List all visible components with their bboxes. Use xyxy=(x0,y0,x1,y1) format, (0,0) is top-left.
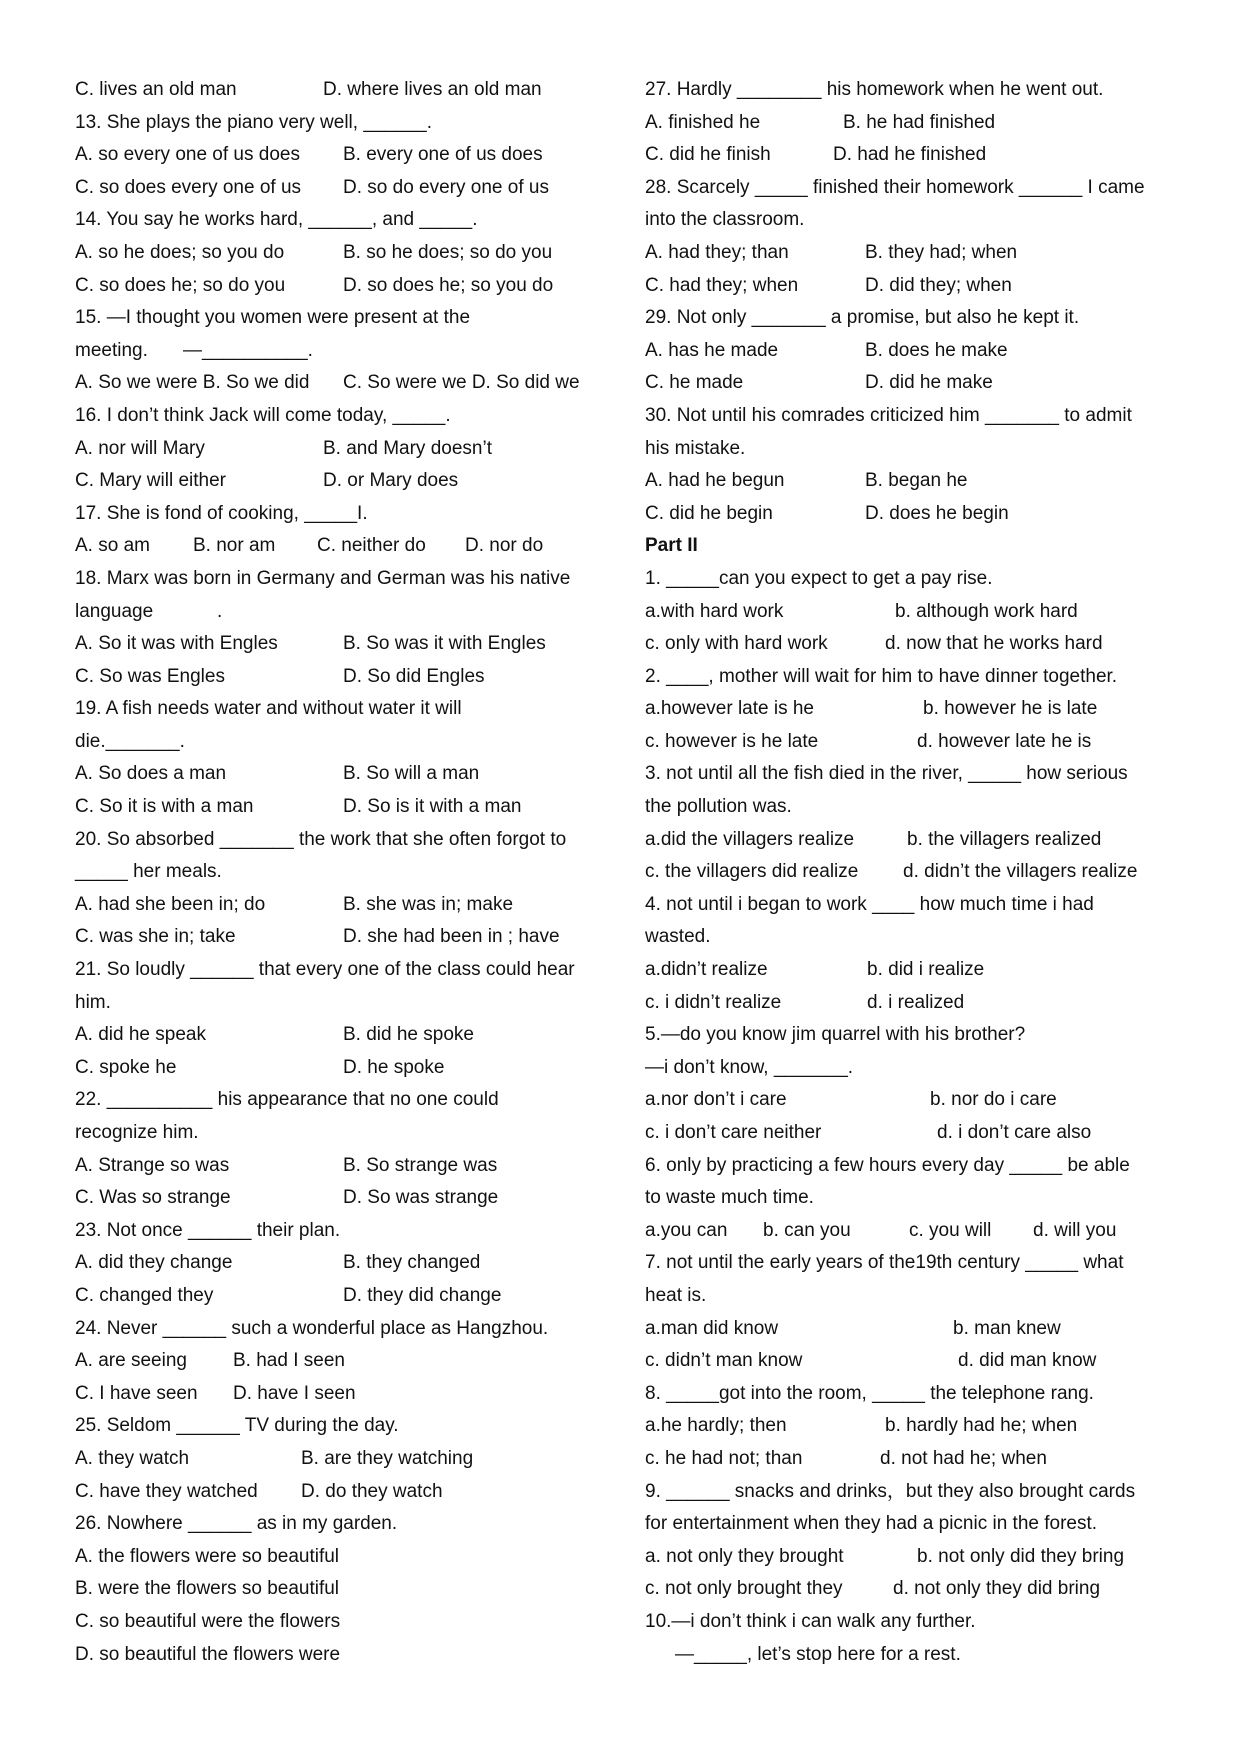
right-column-line xyxy=(645,270,1185,303)
right-column-line xyxy=(645,987,1185,1020)
option-text: D. did they; when xyxy=(865,274,1012,296)
right-column-line xyxy=(645,1117,1185,1150)
line-text: 21. So loudly ______ that every one of the class could hear xyxy=(75,959,575,981)
right-column-line xyxy=(645,1639,1185,1672)
right-column-line xyxy=(645,1280,1185,1313)
line-text: 5.—do you know jim quarrel with his brother? xyxy=(645,1024,1026,1046)
right-column-line xyxy=(645,367,1185,400)
option-text: C. So was Engles xyxy=(75,665,225,687)
left-column-line xyxy=(75,921,615,954)
left-column-line xyxy=(75,107,615,140)
line-text: him. xyxy=(75,991,111,1013)
line-text: C. so beautiful were the flowers xyxy=(75,1610,341,1632)
right-column-line xyxy=(645,1052,1185,1085)
option-text: d. not only they did bring xyxy=(893,1578,1101,1600)
line-text: 27. Hardly ________ his homework when he went out. xyxy=(645,79,1104,100)
line-text: for entertainment when they had a picnic in the forest. xyxy=(645,1513,1098,1535)
line-text: 30. Not until his comrades criticized him _______ to admit xyxy=(645,404,1132,426)
option-text: C. Mary will either xyxy=(75,470,226,492)
option-text: B. every one of us does xyxy=(343,144,543,166)
left-column-line xyxy=(75,1084,615,1117)
left-column-line xyxy=(75,693,615,726)
option-text: d. i realized xyxy=(867,991,965,1013)
right-column xyxy=(645,74,1185,1671)
option-text: c. he had not; than xyxy=(645,1447,803,1469)
line-text: his mistake. xyxy=(645,437,746,459)
option-text: b. not only did they bring xyxy=(917,1545,1125,1567)
right-column-line xyxy=(645,74,1185,107)
left-column-line xyxy=(75,791,615,824)
line-text: 10.—i don’t think i can walk any further. xyxy=(645,1610,976,1632)
option-text: A. had they; than xyxy=(645,241,789,263)
left-column-line xyxy=(75,1410,615,1443)
option-text: a.with hard work xyxy=(645,600,784,622)
right-column-line xyxy=(645,1345,1185,1378)
option-text: C. So it is with a man xyxy=(75,796,254,818)
option-text: B. did he spoke xyxy=(343,1024,474,1046)
option-text: d. however late he is xyxy=(917,730,1092,752)
option-text: C. neither do xyxy=(317,535,426,557)
left-column-line xyxy=(75,498,615,531)
option-text: A. did they change xyxy=(75,1252,233,1274)
option-text: D. So is it with a man xyxy=(343,796,522,818)
left-column-line xyxy=(75,465,615,498)
option-text: a. not only they brought xyxy=(645,1545,844,1567)
option-text: C. So were we D. So did we xyxy=(343,372,580,394)
line-text: 7. not until the early years of the19th century _____ what xyxy=(645,1252,1124,1274)
option-text: B. So will a man xyxy=(343,763,480,785)
left-column-line xyxy=(75,563,615,596)
line-text: _____ her meals. xyxy=(75,861,222,883)
option-text: b. the villagers realized xyxy=(907,828,1102,850)
line-text: 26. Nowhere ______ as in my garden. xyxy=(75,1513,398,1535)
line-text: heat is. xyxy=(645,1284,707,1306)
line-text: 18. Marx was born in Germany and German was his native xyxy=(75,567,571,589)
option-text: c. however is he late xyxy=(645,730,819,752)
left-column-line xyxy=(75,1476,615,1509)
left-column-line xyxy=(75,1508,615,1541)
left-column-line xyxy=(75,661,615,694)
option-text: D. so does he; so you do xyxy=(343,274,554,296)
right-column-line xyxy=(645,661,1185,694)
right-column-line xyxy=(645,1182,1185,1215)
left-column-line xyxy=(75,1019,615,1052)
option-text: B. had I seen xyxy=(233,1350,345,1372)
option-text: B. So strange was xyxy=(343,1154,498,1176)
option-text: C. did he finish xyxy=(645,144,771,166)
option-text: C. changed they xyxy=(75,1284,214,1306)
right-column-line xyxy=(645,204,1185,237)
line-text: 3. not until all the fish died in the river, _____ how serious xyxy=(645,763,1128,785)
left-column-line xyxy=(75,954,615,987)
line-text: recognize him. xyxy=(75,1122,199,1143)
option-text: B. So was it with Engles xyxy=(343,633,546,655)
left-column-line xyxy=(75,237,615,270)
option-text: c. only with hard work xyxy=(645,633,828,655)
left-column-line xyxy=(75,1150,615,1183)
option-text: D. So did Engles xyxy=(343,665,485,687)
left-column xyxy=(75,74,615,1671)
left-column-line xyxy=(75,302,615,335)
option-text: . xyxy=(217,600,223,622)
option-text: A. so am xyxy=(75,535,150,557)
line-text: 19. A fish needs water and without water it will xyxy=(75,698,462,720)
right-column-line xyxy=(645,1247,1185,1280)
line-text: 25. Seldom ______ TV during the day. xyxy=(75,1415,399,1437)
line-text: —i don’t know, _______. xyxy=(645,1056,854,1078)
left-column-line xyxy=(75,172,615,205)
left-column-line xyxy=(75,889,615,922)
option-text: a.you can xyxy=(645,1219,728,1241)
line-text: to waste much time. xyxy=(645,1187,814,1209)
left-column-line xyxy=(75,433,615,466)
left-column-line xyxy=(75,139,615,172)
left-column-line xyxy=(75,987,615,1020)
line-text: D. so beautiful the flowers were xyxy=(75,1643,341,1665)
line-text: 22. __________ his appearance that no one could xyxy=(75,1089,499,1111)
right-column-line xyxy=(645,335,1185,368)
right-column-line xyxy=(645,1084,1185,1117)
right-column-line xyxy=(645,693,1185,726)
left-column-line xyxy=(75,1639,615,1672)
option-text: D. do they watch xyxy=(301,1480,443,1502)
line-text: 8. _____got into the room, _____ the telephone rang. xyxy=(645,1382,1094,1404)
option-text: d. didn’t the villagers realize xyxy=(903,861,1138,883)
right-column-line xyxy=(645,1019,1185,1052)
option-text: C. lives an old man xyxy=(75,79,237,100)
option-text: D. nor do xyxy=(465,535,544,557)
option-text: d. i don’t care also xyxy=(937,1122,1092,1143)
option-text: D. does he begin xyxy=(865,502,1009,524)
left-column-line xyxy=(75,1280,615,1313)
option-text: c. didn’t man know xyxy=(645,1350,803,1372)
right-column-line xyxy=(645,1378,1185,1411)
right-column-line xyxy=(645,172,1185,205)
right-column-line xyxy=(645,856,1185,889)
option-text: C. he made xyxy=(645,372,744,394)
option-text: language xyxy=(75,600,154,622)
right-column-line xyxy=(645,1215,1185,1248)
left-column-line xyxy=(75,1345,615,1378)
option-text: D. they did change xyxy=(343,1284,502,1306)
line-text: 20. So absorbed _______ the work that she often forgot to xyxy=(75,828,567,850)
option-text: D. he spoke xyxy=(343,1056,445,1078)
option-text: a.man did know xyxy=(645,1317,779,1339)
line-text: B. were the flowers so beautiful xyxy=(75,1578,340,1600)
option-text: b. nor do i care xyxy=(930,1089,1057,1111)
right-column-line xyxy=(645,758,1185,791)
left-column-line xyxy=(75,628,615,661)
option-text: d. will you xyxy=(1033,1219,1117,1241)
option-text: A. are seeing xyxy=(75,1350,187,1372)
option-text: d. not had he; when xyxy=(880,1447,1047,1469)
left-column-line xyxy=(75,1052,615,1085)
right-column-line xyxy=(645,465,1185,498)
left-column-line xyxy=(75,74,615,107)
right-column-line xyxy=(645,1476,1185,1509)
option-text: b. can you xyxy=(763,1219,851,1241)
option-text: d. did man know xyxy=(958,1350,1097,1372)
option-text: A. so he does; so you do xyxy=(75,241,285,263)
left-column-line xyxy=(75,1443,615,1476)
line-text: 15. —I thought you women were present at the xyxy=(75,307,471,329)
option-text: A. finished he xyxy=(645,111,761,133)
line-text: die._______. xyxy=(75,730,185,752)
option-text: C. did he begin xyxy=(645,502,773,524)
right-column-line xyxy=(645,791,1185,824)
option-text: C. I have seen xyxy=(75,1382,198,1404)
line-text: 23. Not once ______ their plan. xyxy=(75,1219,341,1241)
right-column-line xyxy=(645,563,1185,596)
option-text: A. has he made xyxy=(645,339,779,361)
right-column-line xyxy=(645,596,1185,629)
left-column-line xyxy=(75,530,615,563)
left-column-line xyxy=(75,335,615,368)
option-text: c. you will xyxy=(909,1219,992,1241)
option-text: A. So does a man xyxy=(75,763,227,785)
option-text: C. was she in; take xyxy=(75,926,236,948)
right-column-line xyxy=(645,921,1185,954)
option-text: D. so do every one of us xyxy=(343,176,549,198)
line-text: 14. You say he works hard, ______, and _____. xyxy=(75,209,478,231)
option-text: A. So we were B. So we did xyxy=(75,372,310,394)
option-text: B. they had; when xyxy=(865,241,1018,263)
option-text: C. had they; when xyxy=(645,274,799,296)
line-text: 9. ______ snacks and drinks，but they also brought cards xyxy=(645,1480,1136,1502)
left-column-line xyxy=(75,596,615,629)
left-column-line xyxy=(75,1117,615,1150)
right-column-line xyxy=(645,824,1185,857)
line-text: Part II xyxy=(645,535,698,557)
right-column-line xyxy=(645,628,1185,661)
option-text: D. or Mary does xyxy=(323,470,459,492)
right-column-line xyxy=(645,433,1185,466)
right-column-line xyxy=(645,1508,1185,1541)
option-text: A. Strange so was xyxy=(75,1154,230,1176)
right-column-line xyxy=(645,1606,1185,1639)
left-column-line xyxy=(75,1378,615,1411)
section-heading xyxy=(645,530,1185,563)
option-text: b. did i realize xyxy=(867,959,985,981)
option-text: d. now that he works hard xyxy=(885,633,1103,655)
line-text: wasted. xyxy=(645,926,711,948)
option-text: D. where lives an old man xyxy=(323,79,542,100)
left-column-line xyxy=(75,824,615,857)
option-text: c. not only brought they xyxy=(645,1578,843,1600)
option-text: C. spoke he xyxy=(75,1056,177,1078)
line-text: —_____, let’s stop here for a rest. xyxy=(675,1643,961,1665)
right-column-line xyxy=(645,889,1185,922)
option-text: a.nor don’t i care xyxy=(645,1089,787,1111)
line-text: 29. Not only _______ a promise, but also he kept it. xyxy=(645,307,1080,329)
option-text: B. so he does; so do you xyxy=(343,241,553,263)
line-text: 16. I don’t think Jack will come today, _____. xyxy=(75,404,451,426)
line-text: into the classroom. xyxy=(645,209,805,231)
line-text: the pollution was. xyxy=(645,796,792,818)
right-column-line xyxy=(645,498,1185,531)
right-column-line xyxy=(645,1443,1185,1476)
option-text: b. hardly had he; when xyxy=(885,1415,1078,1437)
option-text: c. i didn’t realize xyxy=(645,991,782,1013)
option-text: c. the villagers did realize xyxy=(645,861,859,883)
option-text: A. did he speak xyxy=(75,1024,206,1046)
option-text: b. however he is late xyxy=(923,698,1098,720)
left-column-line xyxy=(75,1215,615,1248)
option-text: B. nor am xyxy=(193,535,276,557)
right-column-line xyxy=(645,1150,1185,1183)
right-column-line xyxy=(645,237,1185,270)
right-column-line xyxy=(645,139,1185,172)
option-text: B. she was in; make xyxy=(343,893,514,915)
right-column-line xyxy=(645,400,1185,433)
line-text: 24. Never ______ such a wonderful place as Hangzhou. xyxy=(75,1317,549,1339)
line-text: 28. Scarcely _____ finished their homework ______ I came xyxy=(645,176,1145,198)
left-column-line xyxy=(75,1573,615,1606)
right-column-line xyxy=(645,302,1185,335)
option-text: b. man knew xyxy=(953,1317,1061,1339)
option-text: A. had he begun xyxy=(645,470,785,492)
option-text: B. began he xyxy=(865,470,968,492)
option-text: A. so every one of us does xyxy=(75,144,300,166)
right-column-line xyxy=(645,1573,1185,1606)
left-column-line xyxy=(75,758,615,791)
right-column-line xyxy=(645,107,1185,140)
right-column-line xyxy=(645,726,1185,759)
option-text: b. although work hard xyxy=(895,600,1078,622)
left-column-line xyxy=(75,1541,615,1574)
line-text: 13. She plays the piano very well, ______. xyxy=(75,111,433,133)
option-text: A. they watch xyxy=(75,1447,190,1469)
left-column-line xyxy=(75,856,615,889)
option-text: meeting. xyxy=(75,339,148,361)
option-text: B. they changed xyxy=(343,1252,481,1274)
option-text: a.didn’t realize xyxy=(645,959,768,981)
left-column-line xyxy=(75,1313,615,1346)
left-column-line xyxy=(75,1182,615,1215)
line-text: A. the flowers were so beautiful xyxy=(75,1545,340,1567)
line-text: 2. ____, mother will wait for him to have dinner together. xyxy=(645,665,1118,687)
option-text: A. had she been in; do xyxy=(75,893,266,915)
right-column-line xyxy=(645,954,1185,987)
option-text: A. nor will Mary xyxy=(75,437,205,459)
option-text: A. So it was with Engles xyxy=(75,633,278,655)
option-text: D. did he make xyxy=(865,372,993,394)
option-text: C. so does every one of us xyxy=(75,176,302,198)
option-text: —__________. xyxy=(183,339,313,361)
option-text: B. he had finished xyxy=(843,111,996,133)
option-text: C. so does he; so do you xyxy=(75,274,286,296)
right-column-line xyxy=(645,1410,1185,1443)
option-text: c. i don’t care neither xyxy=(645,1122,822,1143)
left-column-line xyxy=(75,400,615,433)
option-text: C. have they watched xyxy=(75,1480,258,1502)
line-text: 4. not until i began to work ____ how much time i had xyxy=(645,893,1094,915)
left-column-line xyxy=(75,204,615,237)
left-column-line xyxy=(75,726,615,759)
option-text: C. Was so strange xyxy=(75,1187,231,1209)
line-text: 17. She is fond of cooking, _____I. xyxy=(75,502,368,524)
option-text: B. does he make xyxy=(865,339,1008,361)
left-column-line xyxy=(75,367,615,400)
right-column-line xyxy=(645,1313,1185,1346)
option-text: D. have I seen xyxy=(233,1382,356,1404)
left-column-line xyxy=(75,270,615,303)
right-column-line xyxy=(645,1541,1185,1574)
option-text: B. and Mary doesn’t xyxy=(323,437,492,459)
line-text: 1. _____can you expect to get a pay rise. xyxy=(645,567,993,589)
option-text: B. are they watching xyxy=(301,1447,474,1469)
option-text: D. So was strange xyxy=(343,1187,499,1209)
left-column-line xyxy=(75,1247,615,1280)
left-column-line xyxy=(75,1606,615,1639)
option-text: a.however late is he xyxy=(645,698,814,720)
option-text: a.did the villagers realize xyxy=(645,828,855,850)
option-text: D. she had been in ; have xyxy=(343,926,560,948)
option-text: a.he hardly; then xyxy=(645,1415,787,1437)
line-text: 6. only by practicing a few hours every day _____ be able xyxy=(645,1154,1130,1176)
option-text: D. had he finished xyxy=(833,144,987,166)
